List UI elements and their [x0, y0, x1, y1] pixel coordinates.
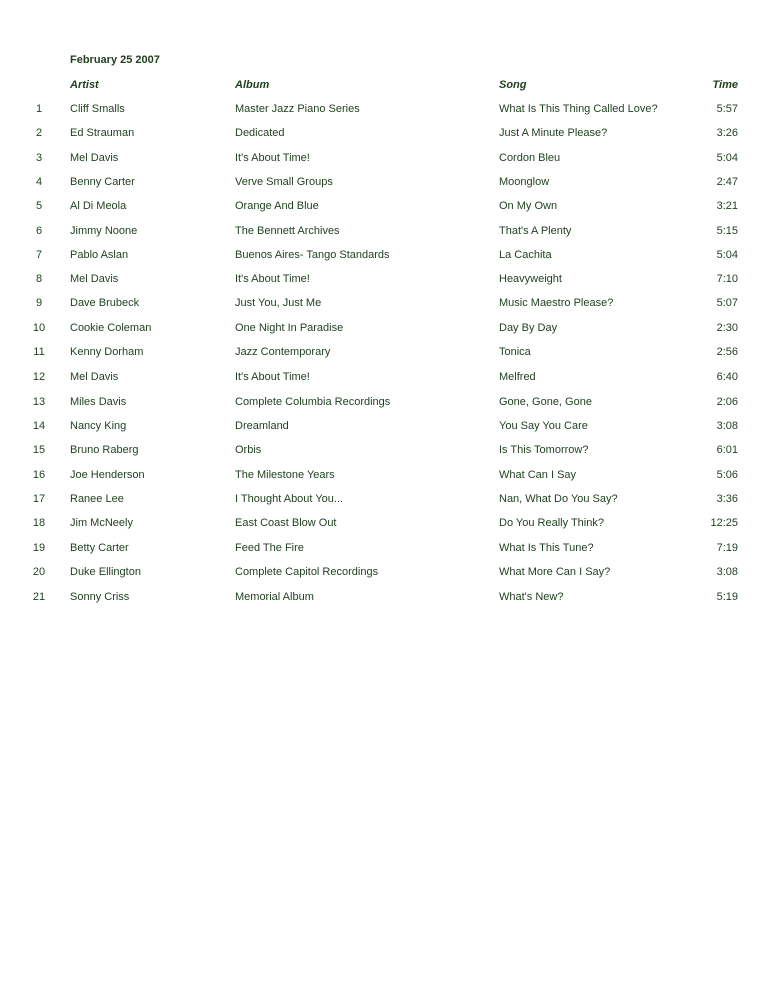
row-number: 11	[33, 346, 45, 358]
row-song: Moonglow	[499, 176, 550, 188]
row-number: 4	[35, 176, 43, 188]
row-artist: Mel Davis	[70, 273, 119, 285]
table-row	[0, 442, 768, 458]
row-album: Buenos Aires- Tango Standards	[235, 249, 390, 261]
table-row	[0, 320, 768, 336]
row-number: 9	[35, 297, 43, 309]
row-song: What More Can I Say?	[499, 566, 611, 578]
row-song: Is This Tomorrow?	[499, 444, 589, 456]
row-artist: Kenny Dorham	[70, 346, 144, 358]
row-song: What Is This Thing Called Love?	[499, 103, 658, 115]
table-row	[0, 418, 768, 434]
row-song: Do You Really Think?	[499, 517, 604, 529]
table-row	[0, 515, 768, 531]
table-row	[0, 198, 768, 214]
table-row	[0, 295, 768, 311]
row-number: 10	[32, 322, 46, 334]
row-artist: Jimmy Noone	[70, 225, 138, 237]
row-time: 5:06	[716, 469, 738, 481]
header-artist: Artist	[70, 79, 99, 91]
row-artist: Dave Brubeck	[70, 297, 140, 309]
row-time: 3:08	[716, 566, 738, 578]
row-time: 2:56	[716, 346, 738, 358]
row-time: 2:30	[716, 322, 738, 334]
row-album: Complete Capitol Recordings	[235, 566, 379, 578]
row-album: Orbis	[235, 444, 262, 456]
row-album: Verve Small Groups	[235, 176, 333, 188]
row-album: The Bennett Archives	[235, 225, 340, 237]
row-album: Master Jazz Piano Series	[235, 103, 360, 115]
row-artist: Nancy King	[70, 420, 127, 432]
row-time: 5:19	[716, 591, 738, 603]
row-time: 5:04	[716, 249, 738, 261]
row-artist: Benny Carter	[70, 176, 135, 188]
row-album: I Thought About You...	[235, 493, 344, 505]
row-number: 16	[32, 469, 46, 481]
row-time: 12:25	[710, 517, 738, 529]
table-row	[0, 467, 768, 483]
row-album: It's About Time!	[235, 273, 310, 285]
row-time: 7:19	[716, 542, 738, 554]
row-album: Dedicated	[235, 127, 285, 139]
row-album: It's About Time!	[235, 371, 310, 383]
row-song: What Is This Tune?	[499, 542, 594, 554]
row-song: What's New?	[499, 591, 564, 603]
row-number: 15	[32, 444, 46, 456]
table-row	[0, 150, 768, 166]
row-song: Heavyweight	[499, 273, 562, 285]
row-time: 5:57	[716, 103, 738, 115]
row-artist: Al Di Meola	[70, 200, 127, 212]
row-number: 17	[32, 493, 46, 505]
row-artist: Sonny Criss	[70, 591, 130, 603]
row-song: Tonica	[499, 346, 531, 358]
row-song: That's A Plenty	[499, 225, 572, 237]
table-row	[0, 101, 768, 117]
row-song: Just A Minute Please?	[499, 127, 608, 139]
table-row	[0, 369, 768, 385]
row-number: 5	[35, 200, 43, 212]
table-row	[0, 394, 768, 410]
row-number: 1	[35, 103, 43, 115]
row-time: 5:15	[716, 225, 738, 237]
row-album: Memorial Album	[235, 591, 314, 603]
row-artist: Mel Davis	[70, 152, 119, 164]
row-album: Orange And Blue	[235, 200, 319, 212]
row-album: Complete Columbia Recordings	[235, 396, 391, 408]
row-album: Dreamland	[235, 420, 289, 432]
row-number: 21	[32, 591, 46, 603]
row-number: 7	[35, 249, 43, 261]
table-row	[0, 125, 768, 141]
row-time: 6:40	[716, 371, 738, 383]
row-number: 19	[32, 542, 46, 554]
row-artist: Duke Ellington	[70, 566, 141, 578]
row-number: 13	[32, 396, 46, 408]
row-song: Gone, Gone, Gone	[499, 396, 592, 408]
row-number: 20	[32, 566, 46, 578]
row-album: Feed The Fire	[235, 542, 304, 554]
table-row	[0, 540, 768, 556]
row-time: 2:47	[716, 176, 738, 188]
row-artist: Ed Strauman	[70, 127, 135, 139]
header-song: Song	[499, 79, 527, 91]
row-song: On My Own	[499, 200, 558, 212]
row-artist: Mel Davis	[70, 371, 119, 383]
row-song: Nan, What Do You Say?	[499, 493, 618, 505]
row-time: 3:08	[716, 420, 738, 432]
row-artist: Betty Carter	[70, 542, 129, 554]
table-header-row	[0, 77, 768, 93]
row-number: 14	[32, 420, 46, 432]
row-album: Jazz Contemporary	[235, 346, 331, 358]
table-row	[0, 247, 768, 263]
row-time: 2:06	[716, 396, 738, 408]
row-song: Music Maestro Please?	[499, 297, 614, 309]
row-number: 8	[35, 273, 43, 285]
row-album: Just You, Just Me	[235, 297, 322, 309]
table-row	[0, 589, 768, 605]
row-artist: Joe Henderson	[70, 469, 145, 481]
row-song: La Cachita	[499, 249, 552, 261]
row-time: 3:36	[716, 493, 738, 505]
table-row	[0, 223, 768, 239]
row-time: 7:10	[716, 273, 738, 285]
table-row	[0, 174, 768, 190]
row-number: 18	[32, 517, 46, 529]
header-album: Album	[235, 79, 270, 91]
row-artist: Ranee Lee	[70, 493, 124, 505]
row-time: 5:07	[716, 297, 738, 309]
row-song: What Can I Say	[499, 469, 577, 481]
row-album: The Milestone Years	[235, 469, 335, 481]
row-artist: Bruno Raberg	[70, 444, 139, 456]
row-artist: Miles Davis	[70, 396, 127, 408]
row-artist: Pablo Aslan	[70, 249, 129, 261]
header-time: Time	[712, 79, 738, 91]
row-number: 3	[35, 152, 43, 164]
row-artist: Cliff Smalls	[70, 103, 125, 115]
table-row	[0, 564, 768, 580]
row-number: 6	[35, 225, 43, 237]
row-album: It's About Time!	[235, 152, 310, 164]
row-song: Melfred	[499, 371, 536, 383]
row-song: Cordon Bleu	[499, 152, 561, 164]
row-song: Day By Day	[499, 322, 558, 334]
table-row	[0, 344, 768, 360]
row-song: You Say You Care	[499, 420, 588, 432]
row-artist: Cookie Coleman	[70, 322, 152, 334]
row-number: 2	[35, 127, 43, 139]
row-number: 12	[32, 371, 46, 383]
row-time: 3:21	[716, 200, 738, 212]
row-time: 3:26	[716, 127, 738, 139]
row-artist: Jim McNeely	[70, 517, 133, 529]
row-album: East Coast Blow Out	[235, 517, 337, 529]
row-time: 5:04	[716, 152, 738, 164]
document-date-title: February 25 2007	[70, 54, 160, 66]
row-album: One Night In Paradise	[235, 322, 344, 334]
table-row	[0, 271, 768, 287]
table-row	[0, 491, 768, 507]
row-time: 6:01	[716, 444, 738, 456]
